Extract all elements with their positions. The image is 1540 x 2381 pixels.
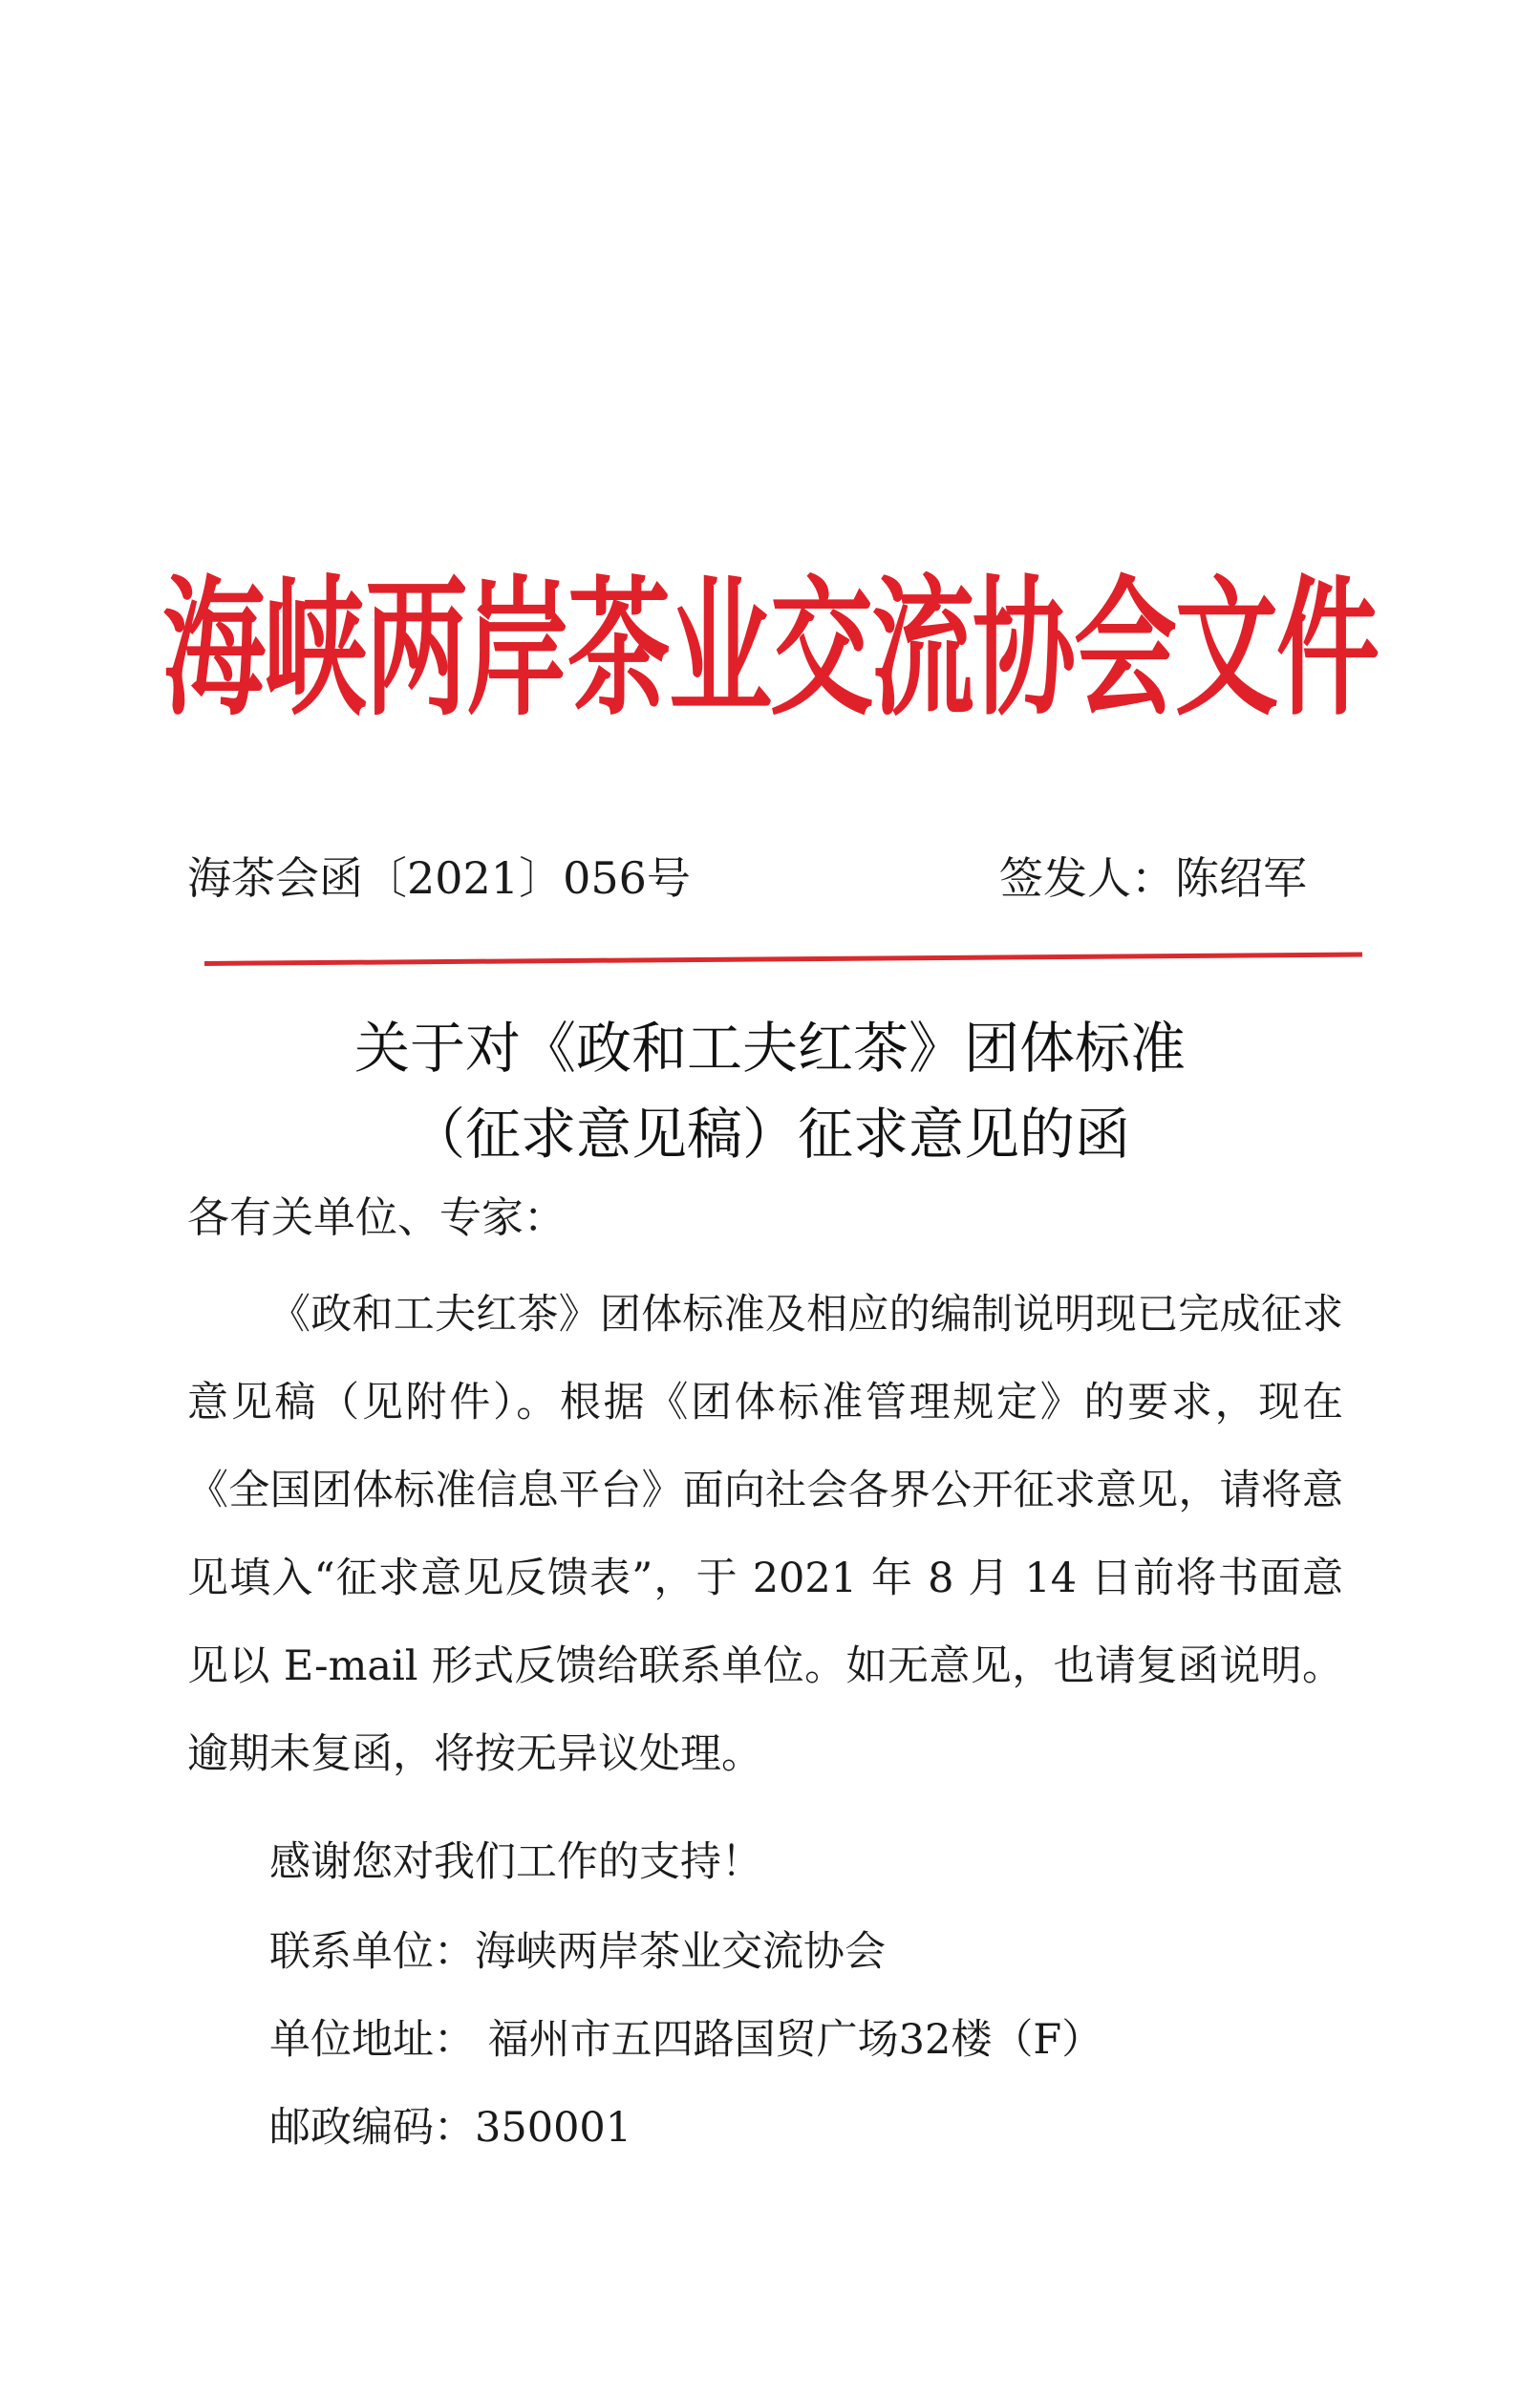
thanks-line: 感谢您对我们工作的支持！ — [269, 1838, 762, 1886]
signer: 签发人：陈绍军 — [999, 852, 1307, 904]
body-paragraph — [187, 1271, 1343, 1798]
unit-address: 单位地址： 福州市五四路国贸广场32楼（F） — [269, 2016, 1103, 2064]
salutation: 各有关单位、专家： — [187, 1193, 566, 1242]
organization-letterhead-title: 海峡两岸茶业交流协会文件 — [161, 562, 1378, 737]
document-title-line-1: 关于对《政和工夫红茶》团体标准 — [353, 1016, 1186, 1081]
contact-unit: 联系单位：海峡两岸茶业交流协会 — [269, 1928, 886, 1976]
postal-code: 邮政编码：350001 — [269, 2104, 632, 2152]
document-title — [149, 1005, 1391, 1177]
red-divider-rule — [204, 952, 1362, 966]
document-reference-number: 海茶会函〔2021〕056号 — [187, 852, 691, 904]
body-paragraph-text: 团体标准及相应的编制说明现已完成征求意见稿（见附件）。根据《团体标准管理规定》的要求，现在《全国团体标准信息平台》面向社会各界公开征求意见，请将意见填入“征求意见反馈表”，于 2021 年 8 月 14 日前将书面意见以 E-mail 形式反馈给联系单位。如无意见，也请复函说明。逾期未复函，将按无异议处理。 — [187, 1291, 1344, 1778]
reference-row — [187, 845, 1315, 912]
standard-name: 《政和工夫红茶》 — [269, 1291, 600, 1339]
document-title-line-2: （征求意见稿）征求意见的函 — [409, 1102, 1130, 1167]
